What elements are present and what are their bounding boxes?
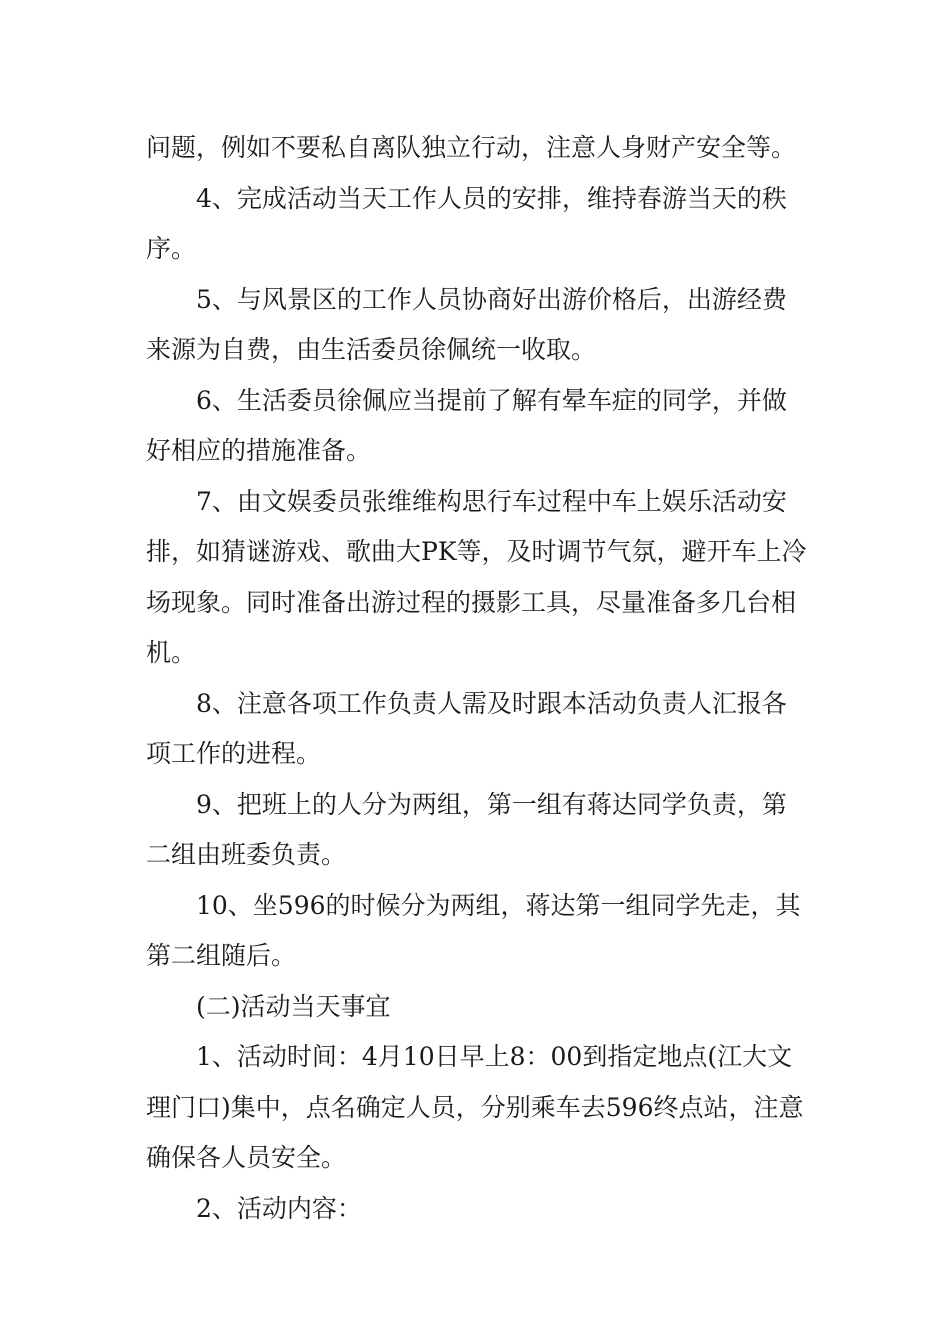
paragraph-item-4: 4、完成活动当天工作人员的安排，维持春游当天的秩序。 [146,183,787,263]
paragraph-activity-content: 2、活动内容： [196,1193,362,1223]
paragraph-item-5: 5、与风景区的工作人员协商好出游价格后，出游经费来源为自费，由生活委员徐佩统一收取。 [146,284,787,364]
paragraph-item-6: 6、生活委员徐佩应当提前了解有晕车症的同学，并做好相应的措施准备。 [146,385,787,465]
paragraph-continuation: 问题，例如不要私自离队独立行动，注意人身财产安全等。 [146,133,797,162]
paragraph-item-8: 8、注意各项工作负责人需及时跟本活动负责人汇报各项工作的进程。 [146,688,787,768]
paragraph-item-7: 7、由文娱委员张维维构思行车过程中车上娱乐活动安排，如猜谜游戏、歌曲大PK等，及时调节气氛，避开车上冷场现象。同时准备出游过程的摄影工具，尽量准备多几台相机。 [146,486,807,667]
paragraph-item-9: 9、把班上的人分为两组，第一组有蒋达同学负责，第二组由班委负责。 [146,789,787,869]
paragraph-item-10: 10、坐596的时候分为两组，蒋达第一组同学先走，其第二组随后。 [146,890,801,970]
section-heading: (二)活动当天事宜 [196,991,391,1021]
document-body [146,123,808,1234]
paragraph-activity-time: 1、活动时间：4月10日早上8：00到指定地点(江大文理门口)集中，点名确定人员，分别乘车去596终点站，注意确保各人员安全。 [146,1042,804,1172]
